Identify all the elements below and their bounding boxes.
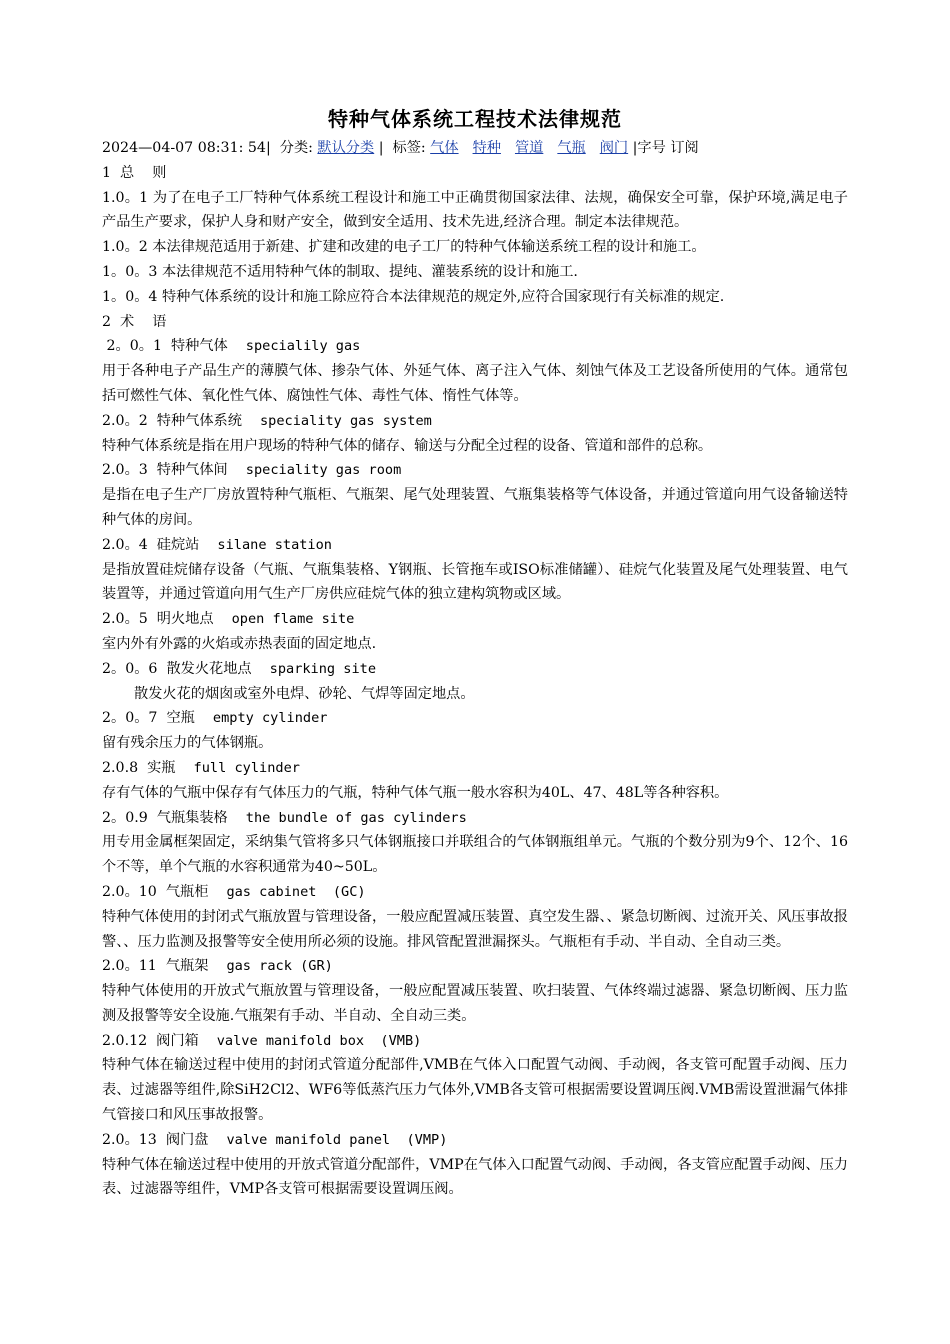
term-definition: 用于各种电子产品生产的薄膜气体、掺杂气体、外延气体、离子注入气体、刻蚀气体及工艺设备所使用的气体。通常包括可燃性气体、氧化性气体、腐蚀性气体、毒性气体、惰性气体等。 <box>102 363 848 404</box>
term-english: gas cabinet (GC) <box>226 883 366 900</box>
term-heading: 2.0。2 特种气体系统 speciality gas system <box>102 412 432 429</box>
term-definition: 特种气体系统是指在用户现场的特种气体的储存、输送与分配全过程的设备、管道和部件的总称。 <box>102 437 713 454</box>
font-size-button[interactable]: 字号 <box>637 140 666 156</box>
meta-bar: 2024—04-07 08:31: 54| 分类: 默认分类 | 标签: 气体 特种 管道 气瓶 阀门 |字号 订阅 <box>102 140 699 156</box>
document-title: 特种气体系统工程技术法律规范 <box>328 107 622 131</box>
term-heading: 2。0.9 气瓶集装格 the bundle of gas cylinders <box>102 809 467 826</box>
term-english: sparking site <box>269 660 377 677</box>
term-definition: 留有残余压力的气体钢瓶。 <box>102 735 273 752</box>
term-heading: 2.0。4 硅烷站 silane station <box>102 536 332 553</box>
term-definition: 是指放置硅烷储存设备（气瓶、气瓶集装格、Y钢瓶、长管拖车或ISO标准储罐）、硅烷气化装置及尾气处理装置、电气装置等，并通过管道向用气生产厂房供应硅烷气体的独立建构筑物或区域。 <box>102 561 848 603</box>
term-english: open flame site <box>231 611 355 628</box>
term-definition: 特种气体使用的开放式气瓶放置与管理设备，一般应配置减压装置、吹扫装置、气体终端过滤器、紧急切断阀、压力监测及报警等安全设施.气瓶架有手动、半自动、全自动三类。 <box>102 983 848 1024</box>
term-english: the bundle of gas cylinders <box>245 809 467 826</box>
term-heading: 2。0。1 特种气体 specialily gas <box>102 338 361 355</box>
term-english: full cylinder <box>193 759 300 776</box>
term-heading: 2.0。11 气瓶架 gas rack (GR) <box>102 958 333 975</box>
term-english: silane station <box>217 536 332 553</box>
tag-link[interactable]: 特种 <box>472 140 501 156</box>
term-heading: 2.0。5 明火地点 open flame site <box>102 611 355 628</box>
term-heading: 2.0。13 阀门盘 valve manifold panel (VMP) <box>102 1131 448 1148</box>
term-definition: 是指在电子生产厂房放置特种气瓶柜、气瓶架、尾气处理装置、气瓶集装格等气体设备，并通过管道向用气设备输送特种气体的房间。 <box>102 487 848 528</box>
term-definition: 特种气体在输送过程中使用的开放式管道分配部件，VMP在气体入口配置气动阀、手动阀，各支管应配置手动阀、压力表、过滤器等组件，VMP各支管可根据需要设置调压阀。 <box>102 1156 848 1198</box>
term-heading: 2.0.8 实瓶 full cylinder <box>102 759 300 776</box>
term-definition: 存有气体的气瓶中保存有气体压力的气瓶，特种气体气瓶一般水容积为40L、47、48L等各种容积。 <box>102 784 729 801</box>
section-heading: 2 术 语 <box>102 313 167 330</box>
section-heading: 1 总 则 <box>102 164 167 181</box>
term-english: valve manifold box (VMB) <box>216 1032 422 1049</box>
category-label: 分类: <box>279 140 318 156</box>
term-english: gas rack (GR) <box>226 958 333 975</box>
paragraph: 1.0。1 为了在电子工厂特种气体系统工程设计和施工中正确贯彻国家法律、法规，确保安全可靠，保护环境,满足电子产品生产要求，保护人身和财产安全，做到安全适用、技术先进,经济合理。制定本法律规范。 <box>102 189 848 231</box>
term-heading: 2.0。3 特种气体间 speciality gas room <box>102 462 402 479</box>
term-english: empty cylinder <box>212 710 328 727</box>
term-heading: 2.0.12 阀门箱 valve manifold box (VMB) <box>102 1032 422 1049</box>
term-heading: 2。0。6 散发火花地点 sparking site <box>102 660 377 677</box>
paragraph: 1。0。3 本法律规范不适用特种气体的制取、提纯、灌装系统的设计和施工. <box>102 263 578 280</box>
post-datetime: 2024—04-07 08:31: 54 <box>102 140 266 156</box>
paragraph: 1。0。4 特种气体系统的设计和施工除应符合本法律规范的规定外,应符合国家现行有关标准的规定. <box>102 288 725 305</box>
subscribe-button[interactable]: 订阅 <box>670 140 699 156</box>
tag-link[interactable]: 阀门 <box>599 140 629 156</box>
term-definition: 室内外有外露的火焰或赤热表面的固定地点. <box>102 635 377 652</box>
tag-link[interactable]: 气体 <box>430 140 459 156</box>
term-definition: 散发火花的烟囱或室外电焊、砂轮、气焊等固定地点。 <box>134 685 475 702</box>
term-english: specialily gas <box>245 338 361 355</box>
term-definition: 特种气体在输送过程中使用的封闭式管道分配部件,VMB在气体入口配置气动阀、手动阀，各支管可配置手动阀、压力表、过滤器等组件,除SiH2Cl2、WF6等低蒸汽压力气体外,VMB各支管可根据需要设置调压阀.VMB需设置泄漏气体排气管接口和风压事故报警。 <box>102 1057 848 1124</box>
term-heading: 2。0。7 空瓶 empty cylinder <box>102 710 328 727</box>
term-english: valve manifold panel (VMP) <box>226 1131 448 1148</box>
term-definition: 用专用金属框架固定，采纳集气管将多只气体钢瓶接口并联组合的气体钢瓶组单元。气瓶的个数分别为9个、12个、16个不等，单个气瓶的水容积通常为40~50L。 <box>102 834 848 876</box>
tag-link[interactable]: 管道 <box>514 140 544 156</box>
tag-link[interactable]: 气瓶 <box>557 140 586 156</box>
term-english: speciality gas room <box>245 462 402 479</box>
tags-label: 标签: <box>392 140 431 156</box>
term-heading: 2.0。10 气瓶柜 gas cabinet (GC) <box>102 883 366 900</box>
category-link[interactable]: 默认分类 <box>317 140 375 156</box>
paragraph: 1.0。2 本法律规范适用于新建、扩建和改建的电子工厂的特种气体输送系统工程的设计和施工。 <box>102 239 706 256</box>
term-definition: 特种气体使用的封闭式气瓶放置与管理设备，一般应配置减压装置、真空发生器、、紧急切断阀、过流开关、风压事故报警、、压力监测及报警等安全使用所必须的设施。排风管配置泄漏探头。气瓶柜有手动、半自动、全自动三类。 <box>102 908 848 950</box>
term-english: speciality gas system <box>259 412 432 429</box>
